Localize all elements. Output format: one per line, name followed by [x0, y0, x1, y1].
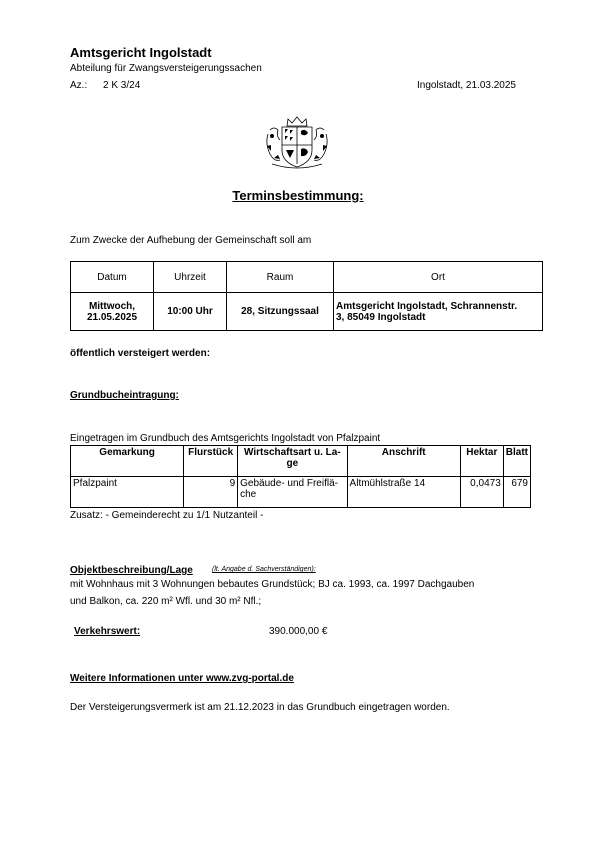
header-wirtschaftsart	[238, 446, 347, 477]
cell-datum-weekday: Mittwoch,	[88, 300, 136, 312]
object-description-line2: und Balkon, ca. 220 m² Wfl. und 30 m² Nfl.;	[70, 596, 262, 607]
bavarian-coat-of-arms-icon	[262, 114, 332, 172]
header-blatt: Blatt	[503, 446, 530, 477]
header-wirtschaftsart-line1: Wirtschaftsart u. La-	[244, 447, 341, 458]
addendum: Zusatz: - Gemeinderecht zu 1/1 Nutzanteil -	[70, 510, 264, 521]
cell-wirtschaftsart-line2: che	[240, 489, 257, 500]
cell-gemarkung: Pfalzpaint	[71, 477, 184, 508]
case-number-label: Az.:	[70, 80, 88, 91]
header-anschrift: Anschrift	[347, 446, 460, 477]
header-raum: Raum	[227, 262, 334, 293]
cell-ort-line1: Amtsgericht Ingolstadt, Schrannenstr.	[336, 300, 518, 312]
cell-uhrzeit: 10:00 Uhr	[154, 293, 227, 331]
header-uhrzeit: Uhrzeit	[154, 262, 227, 293]
table-header-row	[71, 262, 543, 293]
more-info-link[interactable]: Weitere Informationen unter www.zvg-portal.de	[70, 673, 294, 684]
cell-wirtschaftsart-line1: Gebäude- und Freiflä-	[240, 478, 338, 489]
appointment-table	[70, 261, 543, 331]
market-value-label: Verkehrswert:	[74, 626, 141, 637]
page-title: Terminsbestimmung:	[232, 188, 364, 203]
auction-note: Der Versteigerungsvermerk ist am 21.12.2023 in das Grundbuch eingetragen worden.	[70, 702, 450, 713]
table-row	[71, 293, 543, 331]
header-wirtschaftsart-line2: ge	[286, 458, 299, 469]
cell-wirtschaftsart	[238, 477, 347, 508]
cell-flurstueck: 9	[184, 477, 238, 508]
cell-datum	[71, 293, 154, 331]
cell-hektar: 0,0473	[460, 477, 503, 508]
header-flurstueck: Flurstück	[184, 446, 238, 477]
object-description-heading: Objektbeschreibung/Lage	[70, 565, 193, 576]
object-description-line1: mit Wohnhaus mit 3 Wohnungen bebautes Grundstück; BJ ca. 1993, ca. 1997 Dachgauben	[70, 579, 475, 590]
cell-anschrift: Altmühlstraße 14	[347, 477, 460, 508]
intro-text: Zum Zwecke der Aufhebung der Gemeinschaft soll am	[70, 235, 312, 246]
table-header-row	[71, 446, 531, 477]
place-date: Ingolstadt, 21.03.2025	[417, 80, 516, 91]
cell-ort	[334, 293, 543, 331]
land-register-intro: Eingetragen im Grundbuch des Amtsgerichts Ingolstadt von Pfalzpaint	[70, 433, 381, 444]
case-number: 2 K 3/24	[103, 80, 141, 91]
header-hektar: Hektar	[460, 446, 503, 477]
land-register-table	[70, 445, 531, 508]
cell-blatt: 679	[503, 477, 530, 508]
cell-raum: 28, Sitzungssaal	[227, 293, 334, 331]
object-description-note: (lt. Angabe d. Sachverständigen):	[212, 566, 316, 573]
land-register-heading: Grundbucheintragung:	[70, 390, 179, 401]
cell-datum-date: 21.05.2025	[86, 311, 138, 323]
table-row	[71, 477, 531, 508]
department: Abteilung für Zwangsversteigerungssachen	[70, 63, 262, 74]
auction-statement: öffentlich versteigert werden:	[70, 348, 211, 359]
court-name: Amtsgericht Ingolstadt	[70, 45, 212, 60]
market-value: 390.000,00 €	[269, 626, 328, 637]
header-datum: Datum	[71, 262, 154, 293]
header-ort: Ort	[334, 262, 543, 293]
header-gemarkung: Gemarkung	[71, 446, 184, 477]
cell-ort-line2: 3, 85049 Ingolstadt	[336, 311, 426, 323]
